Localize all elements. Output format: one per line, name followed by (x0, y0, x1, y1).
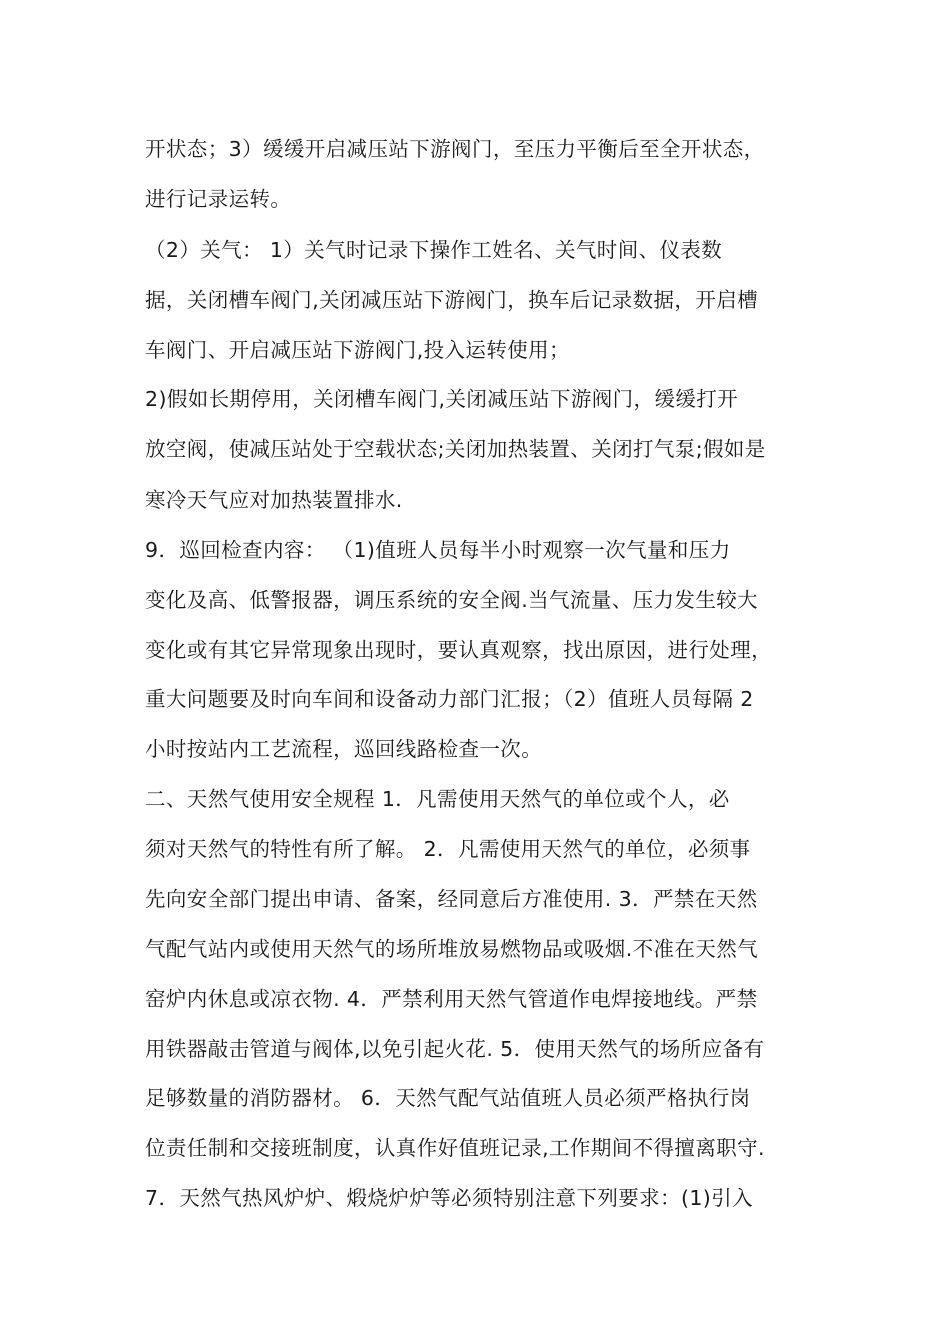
text-line: 车阀门、开启减压站下游阀门,投入运转使用； (145, 338, 570, 362)
text-line: 9．巡回检查内容： （1)值班人员每半小时观察一次气量和压力 (145, 538, 731, 562)
text-line: 寒冷天气应对加热装置排水. (145, 488, 403, 512)
text-line: 须对天然气的特性有所了解。 2．凡需使用天然气的单位，必须事 (145, 837, 751, 861)
text-line: 足够数量的消防器材。 6．天然气配气站值班人员必须严格执行岗 (145, 1086, 751, 1110)
text-line: 变化或有其它异常现象出现时，要认真观察，找出原因，进行处理， (145, 638, 772, 662)
text-line: 开状态；3）缓缓开启减压站下游阀门，至压力平衡后至全开状态， (145, 137, 765, 161)
text-line: 用铁器敲击管道与阀体,以免引起火花. 5．使用天然气的场所应备有 (145, 1037, 765, 1061)
text-line: 窑炉内休息或凉衣物. 4．严禁利用天然气管道作电焊接地线。严禁 (145, 987, 758, 1011)
text-line: 进行记录运转。 (145, 187, 292, 211)
text-line: 先向安全部门提出申请、备案，经同意后方准使用. 3．严禁在天然 (145, 887, 758, 911)
text-line: 变化及高、低警报器，调压系统的安全阀.当气流量、压力发生较大 (145, 588, 759, 612)
text-line: 2)假如长期停用，关闭槽车阀门,关闭减压站下游阀门，缓缓打开 (145, 387, 739, 411)
text-line: 二、天然气使用安全规程 1．凡需使用天然气的单位或个人，必 (145, 787, 730, 811)
text-line: 重大问题要及时向车间和设备动力部门汇报；（2）值班人员每隔 2 (145, 687, 754, 711)
text-line: 放空阀，使减压站处于空载状态;关闭加热装置、关闭打气泵;假如是 (145, 437, 766, 461)
text-line: 7．天然气热风炉炉、煅烧炉炉等必须特别注意下列要求：(1)引入 (145, 1186, 753, 1210)
text-line: （2）关气： 1）关气时记录下操作工姓名、关气时间、仪表数 (145, 238, 723, 262)
text-line: 位责任制和交接班制度，认真作好值班记录,工作期间不得擅离职守. (145, 1136, 765, 1160)
text-line: 小时按站内工艺流程，巡回线路检查一次。 (145, 737, 543, 761)
text-line: 气配气站内或使用天然气的场所堆放易燃物品或吸烟.不准在天然气 (145, 937, 759, 961)
text-line: 据，关闭槽车阀门,关闭减压站下游阀门，换车后记录数据，开启槽 (145, 288, 759, 312)
